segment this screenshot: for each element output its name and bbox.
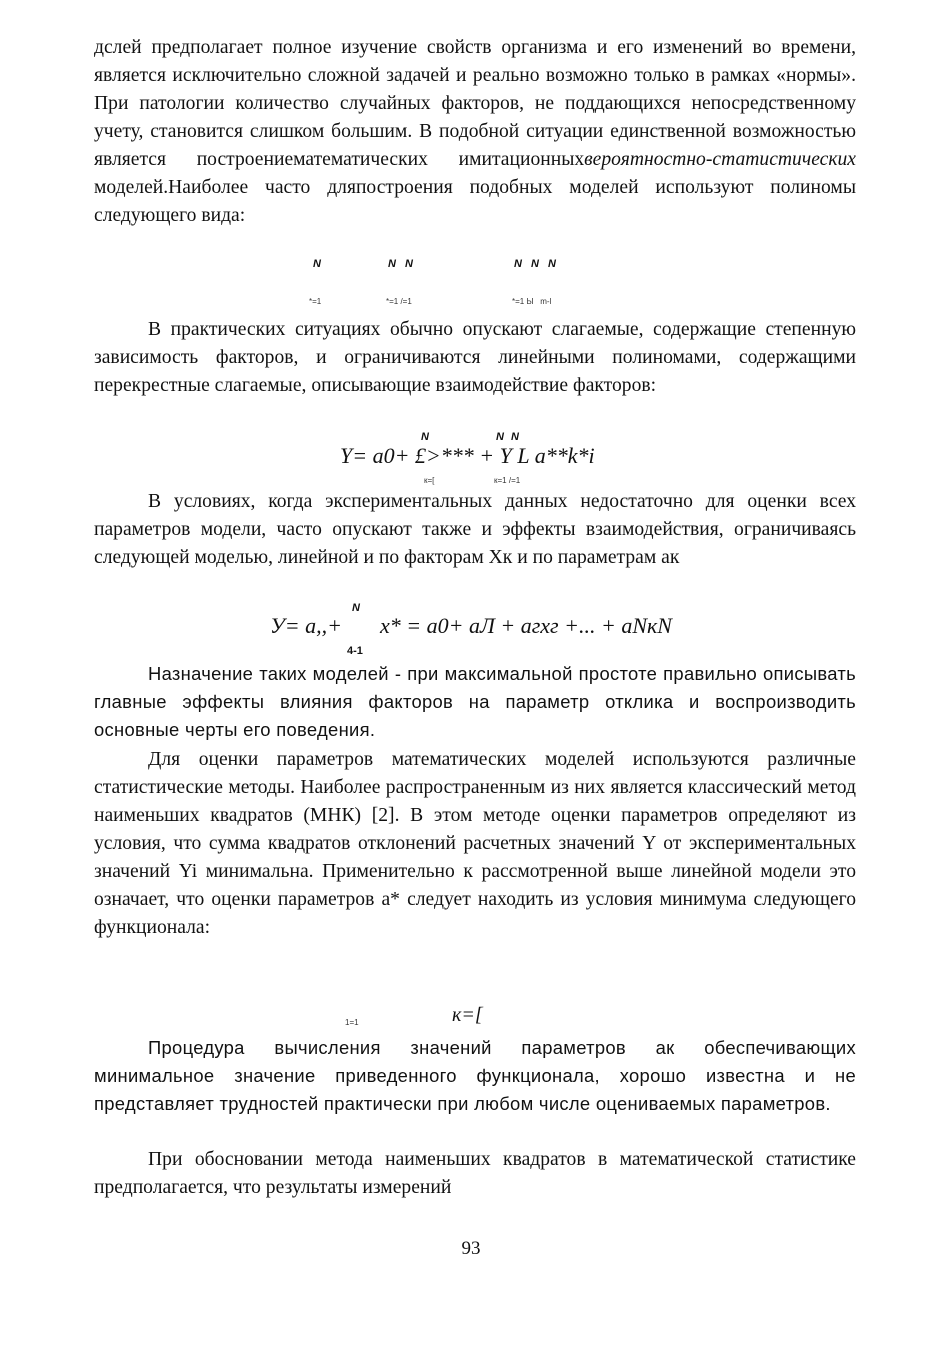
paragraph-2: В практических ситуациях обычно опускают слагаемые, содержащие степенную зависимость факторов, и ограничиваются линейными полиномами, содержащими перекрестные слагаемые, описывающие взаимодействие факторов: bbox=[94, 319, 856, 396]
paragraph-1-text: дслей предполагает полное изучение свойств организма и его изменений во времени, является исключительно сложной задачей и реально возможно только в рамках «нормы». При патологии количество случайных факторов, не поддающихся непосредственному учету, становится слишком большим. В подобной ситуации единственной возможностью является построениематематических имитационных bbox=[94, 37, 856, 170]
formula-4-left: 1=1 bbox=[345, 1018, 359, 1027]
formula-2-lower-left: к=[ bbox=[424, 476, 435, 485]
formula-1-lower-2: *=1 /=1 bbox=[386, 297, 412, 306]
paragraph-7: При обосновании метода наименьших квадратов в математической статистике предполагается, что результаты измерений bbox=[94, 1149, 856, 1198]
paragraph-1 bbox=[94, 34, 856, 230]
paragraph-5: Для оценки параметров математических моделей используются различные статистические методы. Наиболее распространенным из них является классический метод наименьших квадратов (МНК) [2]. В этом методе оценки параметров определяют из условия, что сумма квадратов отклонений расчетных значений Y от экспериментальных значений Yi минимальна. Применительно к рассмотренной выше линейной модели это означает, что оценки параметров а* следует находить из условия минимума следующего функционала: bbox=[94, 749, 856, 938]
formula-3-upper: N bbox=[352, 602, 360, 614]
paragraph-1-italic: вероятностно-статистических bbox=[584, 149, 856, 170]
formula-1-lower-1: *=1 bbox=[309, 297, 322, 306]
formula-3-lower: 4-1 bbox=[347, 645, 363, 657]
paragraph-1-tail: моделей.Наиболее часто дляпостроения подобных моделей используют полиномы следующего вида: bbox=[94, 177, 856, 226]
formula-2-main: Y= a0+ £>*** + Y L a**k*i bbox=[340, 443, 595, 468]
formula-4-right: к=[ bbox=[452, 1004, 483, 1026]
formula-3-main-right: х* = а0+ аЛ + агхг +... + аNкN bbox=[380, 613, 672, 638]
formula-1-upper-1: N bbox=[313, 258, 321, 270]
paragraph-3: В условиях, когда экспериментальных данных недостаточно для оценки всех параметров модели, часто опускают также и эффекты взаимодействия, ограничиваясь следующей моделью, линейной и по факторам Хк и по параметрам ак bbox=[94, 491, 856, 568]
formula-1-upper-3: N N N bbox=[514, 258, 556, 270]
paragraph-6: Процедура вычисления значений параметров ак обеспечивающих минимальное значение приведенного функционала, хорошо известна и не представляет трудностей практически при любом числе оцениваемых параметров. bbox=[94, 1037, 856, 1114]
formula-1-lower-3: *=1 Ы m-l bbox=[512, 297, 552, 306]
formula-2-upper-right: N N bbox=[496, 431, 519, 443]
paragraph-4: Назначение таких моделей - при максимальной простоте правильно описывать главные эффекты влияния факторов на параметр отклика и воспроизводить основные черты его поведения. bbox=[94, 663, 856, 740]
page-number: 93 bbox=[461, 1238, 481, 1259]
formula-3-main-left: У= а,,+ bbox=[270, 613, 342, 638]
formula-2-lower-right: к=1 /=1 bbox=[494, 476, 521, 485]
formula-2-upper-left: N bbox=[421, 431, 429, 443]
formula-1-upper-2: N N bbox=[388, 258, 413, 270]
